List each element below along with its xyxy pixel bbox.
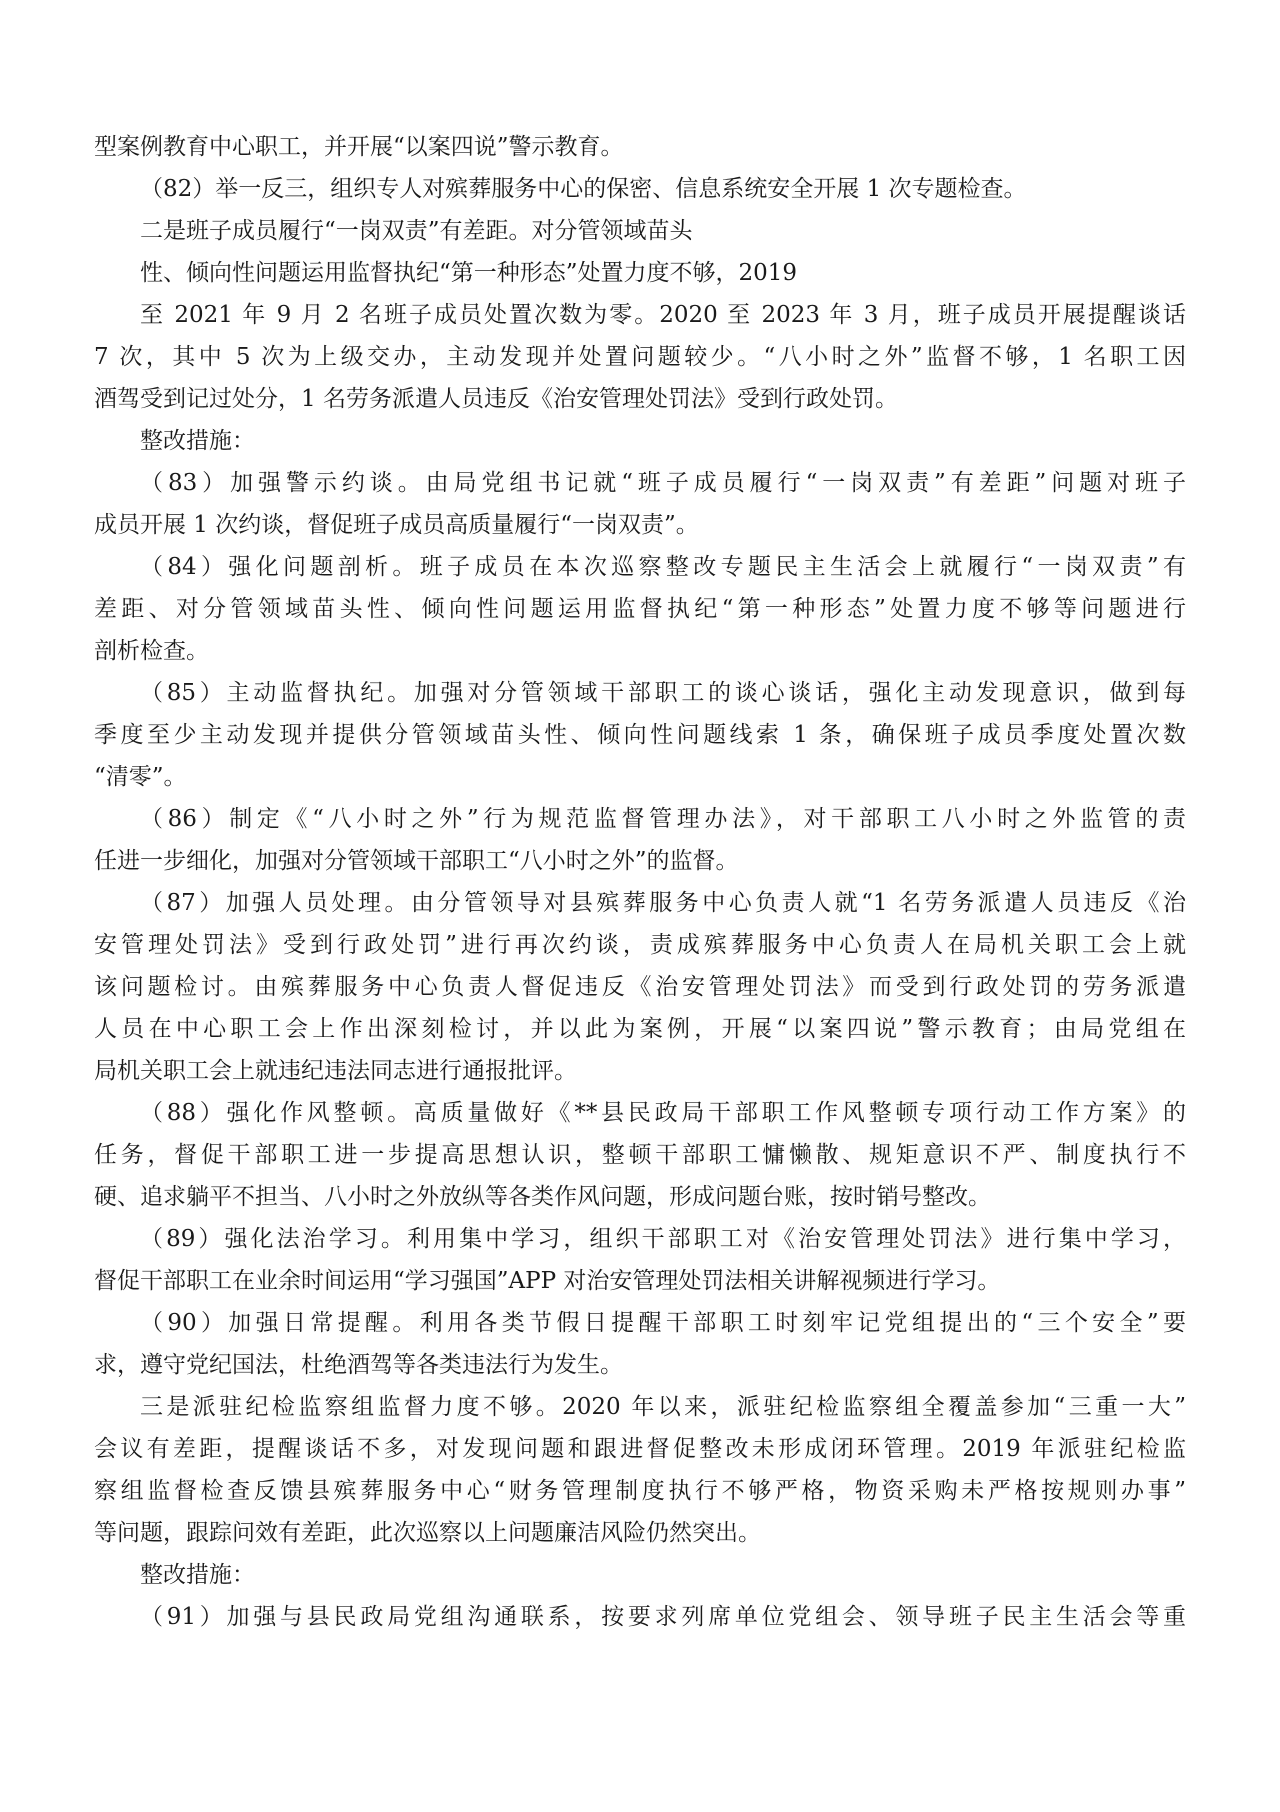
- text-line: 成员开展 1 次约谈，督促班子成员高质量履行“一岗双责”。: [94, 512, 699, 538]
- text-line: 安管理处罚法》受到行政处罚”进行再次约谈，责成殡葬服务中心负责人在局机关职工会上就: [94, 932, 1186, 958]
- text-line: （88）强化作风整顿。高质量做好《**县民政局干部职工作风整顿专项行动工作方案》的: [140, 1100, 1186, 1126]
- text-line: 等问题，跟踪问效有差距，此次巡察以上问题廉洁风险仍然突出。: [94, 1520, 761, 1546]
- document-page: [94, 126, 1186, 1638]
- text-line: 三是派驻纪检监察组监督力度不够。2020 年以来，派驻纪检监察组全覆盖参加“三重一大”: [140, 1394, 1186, 1420]
- text-line: （85）主动监督执纪。加强对分管领域干部职工的谈心谈话，强化主动发现意识，做到每: [140, 680, 1186, 706]
- text-line: 季度至少主动发现并提供分管领域苗头性、倾向性问题线索 1 条，确保班子成员季度处置次数: [94, 722, 1186, 748]
- text-line: 剖析检查。: [94, 638, 209, 664]
- text-line: 整改措施：: [140, 1562, 255, 1588]
- text-line: 求，遵守党纪国法，杜绝酒驾等各类违法行为发生。: [94, 1352, 623, 1378]
- text-line: 性、倾向性问题运用监督执纪“第一种形态”处置力度不够，2019: [140, 260, 798, 286]
- text-line: 该问题检讨。由殡葬服务中心负责人督促违反《治安管理处罚法》而受到行政处罚的劳务派遣: [94, 974, 1186, 1000]
- text-line: 局机关职工会上就违纪违法同志进行通报批评。: [94, 1058, 577, 1084]
- text-line: （87）加强人员处理。由分管领导对县殡葬服务中心负责人就“1 名劳务派遣人员违反《治: [140, 890, 1186, 916]
- text-line: （89）强化法治学习。利用集中学习，组织干部职工对《治安管理处罚法》进行集中学习，: [140, 1226, 1186, 1252]
- text-line: 察组监督检查反馈县殡葬服务中心“财务管理制度执行不够严格，物资采购未严格按规则办事”: [94, 1478, 1186, 1504]
- text-line: “清零”。: [94, 764, 187, 790]
- text-line: 至 2021 年 9 月 2 名班子成员处置次数为零。2020 至 2023 年 3 月，班子成员开展提醒谈话: [140, 302, 1186, 328]
- text-line: （86）制定《“八小时之外”行为规范监督管理办法》，对干部职工八小时之外监管的责: [140, 806, 1186, 832]
- text-line: 会议有差距，提醒谈话不多，对发现问题和跟进督促整改未形成闭环管理。2019 年派驻纪检监: [94, 1436, 1186, 1462]
- text-line: 二是班子成员履行“一岗双责”有差距。对分管领域苗头: [140, 218, 693, 244]
- text-line: 酒驾受到记过处分，1 名劳务派遣人员违反《治安管理处罚法》受到行政处罚。: [94, 386, 898, 412]
- text-line: 任务，督促干部职工进一步提高思想认识，整顿干部职工慵懒散、规矩意识不严、制度执行不: [94, 1142, 1186, 1168]
- text-line: 整改措施：: [140, 428, 255, 454]
- text-line: 硬、追求躺平不担当、八小时之外放纵等各类作风问题，形成问题台账，按时销号整改。: [94, 1184, 991, 1210]
- text-line: 7 次，其中 5 次为上级交办，主动发现并处置问题较少。“八小时之外”监督不够，1 名职工因: [94, 344, 1186, 370]
- text-line: （82）举一反三，组织专人对殡葬服务中心的保密、信息系统安全开展 1 次专题检查。: [140, 176, 1027, 202]
- text-line: 差距、对分管领域苗头性、倾向性问题运用监督执纪“第一种形态”处置力度不够等问题进行: [94, 596, 1186, 622]
- text-line: 型案例教育中心职工，并开展“以案四说”警示教育。: [94, 134, 624, 160]
- text-line: 人员在中心职工会上作出深刻检讨，并以此为案例，开展“以案四说”警示教育；由局党组在: [94, 1016, 1186, 1042]
- text-line: （91）加强与县民政局党组沟通联系，按要求列席单位党组会、领导班子民主生活会等重: [140, 1604, 1186, 1630]
- text-line: 任进一步细化，加强对分管领域干部职工“八小时之外”的监督。: [94, 848, 739, 874]
- text-line: （84）强化问题剖析。班子成员在本次巡察整改专题民主生活会上就履行“一岗双责”有: [140, 554, 1186, 580]
- text-line: 督促干部职工在业余时间运用“学习强国”APP 对治安管理处罚法相关讲解视频进行学习。: [94, 1268, 1001, 1294]
- text-line: （83）加强警示约谈。由局党组书记就“班子成员履行“一岗双责”有差距”问题对班子: [140, 470, 1186, 496]
- text-line: （90）加强日常提醒。利用各类节假日提醒干部职工时刻牢记党组提出的“三个安全”要: [140, 1310, 1186, 1336]
